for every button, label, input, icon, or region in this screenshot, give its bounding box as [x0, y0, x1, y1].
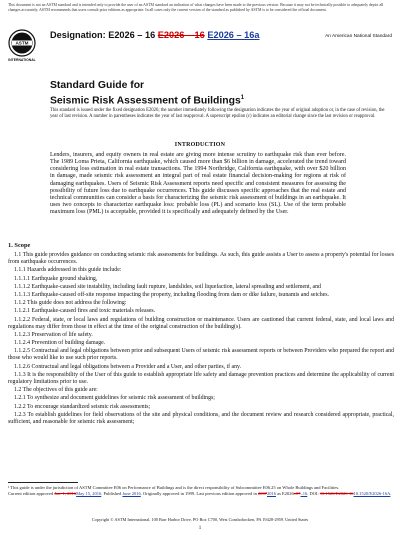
logo-caption: INTERNATIONAL: [8, 58, 36, 62]
doi-new[interactable]: 10.1520/E2026-16A: [353, 490, 391, 496]
edition-prefix: Current edition approved: [8, 490, 54, 496]
scope-paragraph: 1.1.2.2 Federal, state, or local laws and regulations of building construction or maintenance. Users are cautioned that current federal, state, and local laws and regulations may differ from those in effect at the time of the original construction of the building(s).: [8, 316, 394, 330]
edition-date-new: May 15, 2016: [76, 490, 102, 496]
introduction-heading: INTRODUCTION: [174, 142, 226, 148]
scope-paragraph: 1.2.3 To establish guidelines for field observations of the site and physical conditions, and the document review and research considered appropriate, practical, sufficient, and reasonable for seismic risk assessment;: [8, 411, 394, 425]
scope-paragraph: 1.1.2.1 Earthquake-caused fires and toxic materials releases.: [14, 308, 156, 315]
scope-paragraph: 1.2.2 To encourage standardized seismic risk assessments;: [14, 403, 151, 410]
scope-paragraph: 1.1.2.4 Prevention of building damage.: [14, 340, 106, 347]
designation-old: E2026 – 16: [157, 30, 205, 40]
scope-paragraph: 1.1.1 Hazards addressed in this guide include:: [14, 267, 122, 274]
introduction-text: Lenders, insurers, and equity owners in real estate are giving more intense scrutiny to earthquake risk than ever before. The 1989 Loma Prieta, California earthquake, which caused more than $6 billion in damage, accelerated the trend toward considering loss estimation in real estate transactions. The 1994 Northridge, California earthquake, with over $20 billion in damage, made seismic risk assessment an integral part of real estate financial decision-making for regions at risk of damaging earthquakes. Users of Seismic Risk Assessment reports need specific and consistent measures for assessing the possibility of future loss due to earthquake occurrences. This guide discusses specific approaches that the real estate and technical communities can consider a basis for characterizing the seismic risk assessment of buildings in an earthquake. It uses two concepts to characterize earthquake loss: probable loss (PL) and scenario loss (SL). Use of the term probable maximum loss (PML) is acceptable, provided it is specifically and adequately defined by the User.: [50, 152, 346, 216]
scope-paragraph: 1.1.2.6 Contractual and legal obligations between a Provider and a User, and other parties, if any.: [14, 363, 242, 370]
designation: [50, 30, 259, 40]
last-as-old: –07: [293, 490, 301, 496]
document-title: [50, 80, 244, 107]
scope-paragraph: 1.2 The objectives of this guide are:: [14, 387, 98, 394]
fixed-designation-note: This standard is issued under the fixed designation E2026; the number immediately following the designation indicates the year of original adoption or, in the case of revision, the year of last revision. A number in parentheses indicates the year of last reapproval. A superscript epsilon (ε) indicates an editorial change since the last revision or reapproval.: [50, 108, 385, 119]
footnote-rule: [8, 482, 78, 483]
last-as: as E2026: [277, 490, 294, 496]
scope-body: [8, 252, 394, 427]
edition-mid: . Published: [101, 490, 122, 496]
scope-paragraph: 1.1.2 This guide does not address the following:: [14, 300, 127, 307]
scope-paragraph: 1.1.1.2 Earthquake-caused site instability, including fault rupture, landslides, soil liquefaction, lateral spreading and settlement, and: [14, 283, 321, 290]
svg-text:ASTM: ASTM: [15, 40, 29, 46]
published-date-new: June 2016: [122, 490, 141, 496]
title-footnote-ref: 1: [240, 95, 245, 101]
title-line-2: Seismic Risk Assessment of Buildings: [50, 95, 241, 107]
scope-paragraph: 1.1.3 It is the responsibility of the User of this guide to establish appropriate life safety and damage prevention practices and determine the applicability of current regulatory limitations prior to use.: [8, 371, 394, 385]
footnote-edition: [8, 491, 394, 497]
edition-rest: . Originally approved in 1999. Last previous edition approved in: [140, 490, 257, 496]
doi-end: .: [390, 490, 392, 496]
scope-paragraph: 1.2.1 To synthesize and document guidelines for seismic risk assessment of buildings;: [14, 395, 215, 402]
astm-logo: [8, 29, 36, 57]
scope-paragraph: 1.1.2.5 Contractual and legal obligations between prior and subsequent Users of seismic risk assessment reports or between Providers who prepared the report and those who would like to use such prior reports.: [8, 348, 394, 362]
scope-paragraph: 1.1.1.1 Earthquake ground shaking,: [14, 275, 98, 282]
disclaimer-note: This document is not an ASTM standard and is intended only to provide the user of an ASTM standard an indication of what changes have been made to the previous version. Because it may not be technically possible to adequately depict all changes accurately, ASTM recommends that users consult prior editions as appropriate. In all cases only the current version of the standard as published by ASTM is to be considered the official document.: [8, 3, 384, 12]
scope-paragraph: 1.1 This guide provides guidance on conducting seismic risk assessments for buildings. As such, this guide assists a User to assess a property's potential for losses from earthquake occurrences.: [8, 252, 394, 266]
scope-heading: 1. Scope: [8, 242, 31, 249]
footnote-1: ¹ This guide is under the jurisdiction of ASTM Committee E06 on Performance of Buildings and is the direct responsibility of Subcommittee E06.25 on Whole Buildings and Facilities.: [8, 485, 340, 490]
last-edition-old: 2007: [258, 490, 267, 496]
doi-prefix: . DOI:: [307, 490, 319, 496]
designation-prefix: Designation: E2026 – 16: [50, 30, 156, 40]
designation-new: E2026 – 16a: [207, 30, 260, 40]
edition-date-old: Jan. 1, 2016: [54, 490, 77, 496]
footnotes: [8, 485, 394, 496]
american-national-standard: An American National Standard: [325, 34, 392, 39]
last-as-new: –16: [300, 490, 308, 496]
doi-old[interactable]: 10.1520/E2026-16: [319, 490, 354, 496]
last-edition-new: 2016: [267, 490, 276, 496]
scope-paragraph: 1.1.1.3 Earthquake-caused off-site response impacting the property, including flooding from dam or dike failure, tsunamis and seiches.: [14, 291, 329, 298]
copyright-notice: Copyright © ASTM International, 100 Barr Harbor Drive, PO Box C700, West Conshohocken, PA 19428-2959. United States: [91, 517, 309, 522]
page-number: 1: [198, 526, 202, 531]
title-line-1: Standard Guide for: [50, 80, 145, 91]
scope-paragraph: 1.1.2.3 Preservation of life safety.: [14, 331, 93, 338]
